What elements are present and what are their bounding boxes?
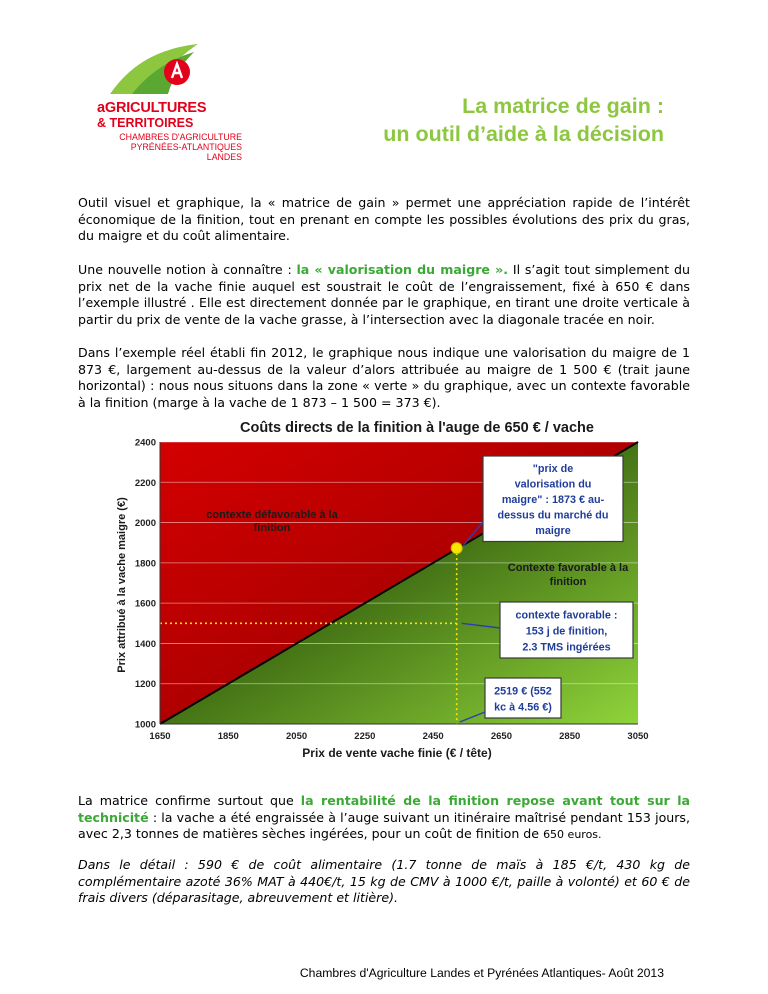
page-title [383,92,664,148]
callout-price-text: kc à 4.56 €) [494,701,552,714]
callout-valorisation-text: maigre" : 1873 € au- [501,494,605,507]
y-tick-label: 1000 [134,719,156,731]
y-tick-label: 1400 [134,638,156,650]
paragraph-text: Il s’agit tout simplement du prix net de la vache finie auquel est soustrait le coût de l’engraissement, fixé à 650 € dans l’exemple illustré . Elle est directement donnée par le graphique, en tirant une droite verticale à partir du prix de vente de la vache grasse, à l’intersection avec la diagonale tracée en noir. [78,262,690,327]
valorisation-paragraph [78,262,690,328]
zone-label-unfavorable: contexte défavorable à la [206,509,338,521]
callout-valorisation-text: dessus du marché du [497,509,609,522]
x-tick-label: 1650 [149,731,171,742]
callout-context-text: 2.3 TMS ingérées [522,641,611,654]
logo-text-territoires: & TERRITOIRES [97,116,194,130]
logo-subtitle-line: LANDES [206,152,242,163]
x-tick-label: 2650 [490,731,512,742]
x-tick-label: 2250 [354,731,376,742]
chart-title: Coûts directs de la finition à l'auge de 650 € / vache [240,420,594,436]
y-tick-label: 2400 [134,437,156,449]
zone-label-unfavorable: finition [253,522,291,534]
y-tick-label: 2000 [134,518,156,530]
gain-matrix-chart [107,412,656,765]
y-tick-label: 2200 [134,477,156,489]
logo-subtitle [119,132,242,163]
page-title-line2: un outil d’aide à la décision [383,122,664,146]
zone-label-favorable: finition [549,576,587,588]
example-paragraph: Dans l’exemple réel établi fin 2012, le graphique nous indique une valorisation du maigre de 1 873 €, largement au-dessus de la valeur d’alors attribuée au maigre de 1 500 € (trait jaune horizontal) : nous nous situons dans la zone « verte » du graphique, avec un contexte favorable à la finition (marge à la vache de 1 873 – 1 500 = 373 €). [78,345,690,410]
chart-y-axis-label: Prix attribué à la vache maigre (€) [116,497,128,673]
callout-context-text: contexte favorable : [515,609,618,622]
x-tick-label: 2850 [559,731,581,742]
paragraph-text: Une nouvelle notion à connaître : [78,262,297,277]
x-tick-label: 2050 [286,731,308,742]
callout-valorisation-text: maigre [535,525,571,538]
logo-subtitle-line: PYRÉNÉES-ATLANTIQUES [130,142,242,153]
paragraph-text: La matrice confirme surtout que [78,793,301,808]
callout-price-text: 2519 € (552 [494,685,552,698]
callout-valorisation-text: "prix de [532,463,574,476]
valorisation-point [451,543,462,554]
y-tick-label: 1600 [134,598,156,610]
detail-paragraph: Dans le détail : 590 € de coût alimentaire (1.7 tonne de maïs à 185 €/t, 430 kg de complémentaire azoté 36% MAT à 440€/t, 15 kg de CMV à 1000 €/t, paille à volonté) et 60 € de frais divers (déparasitage, abreuvement et litière). [78,857,690,906]
page-title-line1: La matrice de gain : [462,94,664,118]
paragraph-text: 650 euros. [543,828,602,842]
x-tick-label: 2450 [422,731,444,742]
x-tick-label: 3050 [627,731,649,742]
intro-paragraph: Outil visuel et graphique, la « matrice de gain » permet une appréciation rapide de l’intérêt économique de la finition, tout en prenant en compte les possibles évolutions des prix du gras, du maigre et du coût alimentaire. [78,195,690,244]
highlight-term: la « valorisation du maigre ». [296,262,509,277]
footer-text: Chambres d'Agriculture Landes et Pyrénées Atlantiques- Août 2013 [299,966,664,980]
technicity-paragraph [78,793,690,844]
organization-logo [92,42,242,167]
y-tick-label: 1800 [134,558,156,570]
logo-text-agricultures: aGRICULTURES [97,100,207,116]
chart-x-axis-label: Prix de vente vache finie (€ / tête) [302,746,492,760]
x-tick-label: 1850 [217,731,239,742]
callout-valorisation-text: valorisation du [514,478,592,491]
logo-emblem-icon [102,42,212,100]
highlight-term: la rentabilité de la finition repose avant tout sur la technicité [78,793,691,825]
logo-subtitle-line: CHAMBRES D'AGRICULTURE [119,132,242,142]
paragraph-text: : la vache a été engraissée à l’auge suivant un itinéraire maîtrisé pendant 153 jours, avec 2,3 tonnes de matières sèches ingérées, pour un coût de finition de [78,809,690,842]
callout-context-text: 153 j de finition, [525,625,608,638]
zone-label-favorable: Contexte favorable à la [507,562,629,574]
y-tick-label: 1200 [134,679,156,691]
